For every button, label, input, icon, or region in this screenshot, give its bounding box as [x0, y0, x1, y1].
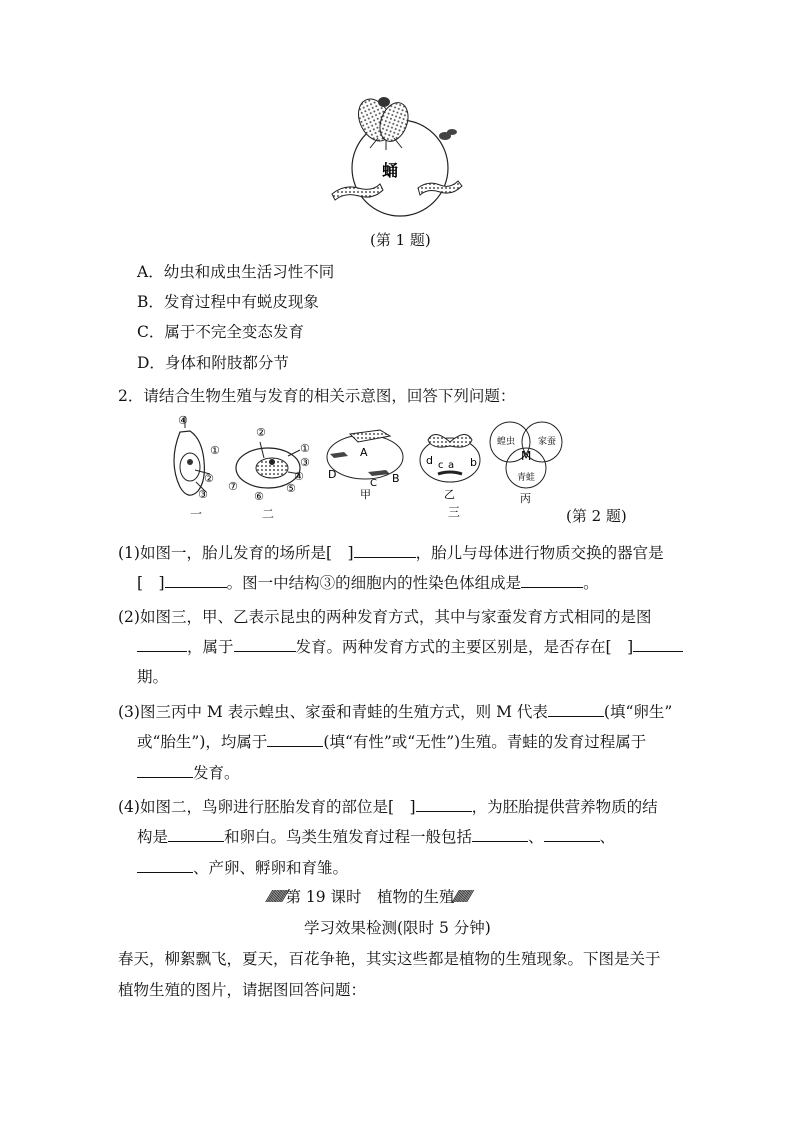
venn-m-label: M [521, 449, 532, 463]
diagram-three-label: 三 [448, 505, 461, 519]
q2-p4-e: 、 [528, 828, 544, 846]
q2-p3-e: 发育。 [193, 764, 240, 782]
answer-blank[interactable] [633, 636, 683, 652]
diagram-bing-label: 丙 [520, 492, 531, 505]
q2-stem: 2．请结合生物生殖与发育的相关示意图，回答下列问题： [118, 387, 516, 405]
answer-blank[interactable] [137, 762, 193, 778]
q2-part-3-line-1 [118, 700, 672, 722]
diagram-uterus [174, 414, 220, 521]
egg-label-3: ③ [300, 456, 310, 469]
hatch-decoration-left: ⁄⁄⁄⁄⁄⁄⁄⁄⁄⁄⁄ [268, 888, 286, 906]
figure-2-caption: (第 2 题) [566, 507, 627, 525]
figure-1-life-cycle [320, 90, 480, 225]
q2-p4-f: 、 [599, 828, 616, 846]
q2-p3-d: (填“有性”或“无性”)生殖。青蛙的发育过程属于 [323, 733, 647, 751]
q1-option-c: C．属于不完全变态发育 [137, 323, 304, 341]
egg-label-7: ⑦ [228, 480, 238, 493]
egg-label-4: ④ [294, 470, 304, 483]
hatch-decoration-right: ⁄⁄⁄⁄⁄⁄⁄⁄⁄⁄ [454, 888, 471, 906]
q2-part-1-line-2 [137, 572, 599, 593]
q2-part-2-line-2 [137, 636, 683, 657]
yi-label-d: d [426, 454, 433, 467]
venn-frog-label: 青蛙 [517, 473, 536, 483]
egg-label-1: ① [300, 442, 310, 455]
q1-option-b: B．发育过程中有蜕皮现象 [137, 293, 319, 311]
q1-option-a: A．幼虫和成虫生活习性不同 [137, 263, 335, 281]
q2-p4-g: 、产卵、孵卵和育雏。 [193, 859, 349, 877]
q2-p1-d: 。图一中结构③的细胞内的性染色体组成是 [226, 574, 522, 592]
q1-option-d: D．身体和附肢都分节 [137, 354, 289, 372]
jia-label-C: C [370, 478, 377, 489]
egg-label-6: ⑥ [254, 490, 264, 503]
egg-drawing [439, 129, 457, 140]
answer-blank[interactable] [234, 636, 296, 652]
uterus-label-1: ① [210, 444, 220, 457]
q2-part-3-line-2 [137, 731, 646, 752]
egg-label-5: ⑤ [286, 482, 296, 495]
answer-blank[interactable] [137, 857, 193, 873]
q2-p1-e: 。 [583, 574, 599, 592]
answer-blank[interactable] [521, 572, 583, 588]
jia-label-B: B [392, 472, 400, 485]
q2-p2-c: 发育。两种发育方式的主要区别是，是否存在[ ] [295, 638, 634, 656]
figure-1-caption: (第 1 题) [370, 231, 431, 249]
q2-part-4-line-3 [137, 857, 348, 878]
larva-drawing [418, 181, 462, 195]
q2-part-2-line-3: 期。 [137, 668, 169, 686]
diagram-bing-venn [490, 422, 562, 505]
uterus-label-3: ③ [198, 488, 208, 501]
q2-part-2-line-1: (2)如图三，甲、乙表示昆虫的两种发育方式，其中与家蚕发育方式相同的是图 [118, 608, 652, 626]
venn-silkworm-label: 家蚕 [538, 437, 557, 447]
yi-label-a: a [448, 460, 455, 471]
q2-part-4-line-1 [118, 795, 658, 817]
answer-blank[interactable] [168, 826, 224, 842]
q2-p3-b: (填“卵生” [603, 703, 673, 721]
diagram-one-label: 一 [190, 507, 203, 521]
diagram-yi-label: 乙 [444, 488, 455, 501]
venn-locust-label: 蝗虫 [497, 437, 516, 447]
diagram-yi-butterfly [420, 434, 480, 519]
q2-p4-c: 构是 [137, 828, 169, 846]
answer-blank[interactable] [267, 731, 323, 747]
uterus-label-4: ④ [178, 414, 188, 427]
q2-part-3-line-3 [137, 762, 240, 783]
q2-p1-c: [ ] [137, 574, 165, 592]
diagram-jia-locust [327, 430, 403, 501]
pupa-larva-drawing [332, 184, 383, 200]
q2-p3-c: 或“胎生”)，均属于 [137, 733, 268, 751]
section-title [268, 885, 470, 907]
diagram-jia-label: 甲 [360, 488, 371, 501]
section-intro-line-2: 植物生殖的图片，请据图回答问题： [118, 981, 367, 999]
answer-blank[interactable] [137, 636, 187, 652]
section-intro-line-1: 春天，柳絮飘飞，夏天，百花争艳，其实这些都是植物的生殖现象。下图是关于 [118, 950, 661, 968]
yi-label-c: c [438, 460, 444, 471]
answer-blank[interactable] [354, 542, 416, 558]
q2-p4-d: 和卵白。鸟类生殖发育过程一般包括 [224, 828, 473, 846]
answer-blank[interactable] [416, 796, 472, 812]
adult-fly-drawing [352, 94, 413, 150]
q2-p4-a: (4)如图二，鸟卵进行胚胎发育的部位是[ ] [118, 798, 416, 816]
uterus-label-2: ② [204, 472, 214, 485]
answer-blank[interactable] [165, 572, 227, 588]
yi-label-b: b [470, 456, 477, 469]
jia-label-D: D [328, 468, 337, 481]
q2-part-1-line-1 [118, 541, 664, 563]
q2-p1-b: ，胎儿与母体进行物质交换的器官是 [415, 544, 664, 562]
diagram-two-label: 二 [262, 507, 275, 521]
q2-p4-b: ，为胚胎提供营养物质的结 [471, 798, 658, 816]
answer-blank[interactable] [472, 826, 528, 842]
section-subtitle: 学习效果检测(限时 5 分钟) [304, 919, 491, 937]
figure-2-diagrams [160, 412, 610, 522]
section-title-text: 第 19 课时 植物的生殖 [285, 888, 455, 906]
q2-p1-a: (1)如图一，胎儿发育的场所是[ ] [118, 544, 354, 562]
q2-part-4-line-2 [137, 826, 615, 847]
answer-blank[interactable] [548, 701, 604, 717]
egg-label-2: ② [256, 426, 266, 439]
jia-label-A: A [360, 446, 368, 459]
pupa-label: 蛹 [382, 161, 399, 180]
answer-blank[interactable] [544, 826, 600, 842]
q2-p3-a: (3)图三丙中 M 表示蝗虫、家蚕和青蛙的生殖方式，则 M 代表 [118, 703, 548, 721]
q2-p2-b: ，属于 [187, 638, 234, 656]
diagram-bird-egg [228, 426, 310, 521]
